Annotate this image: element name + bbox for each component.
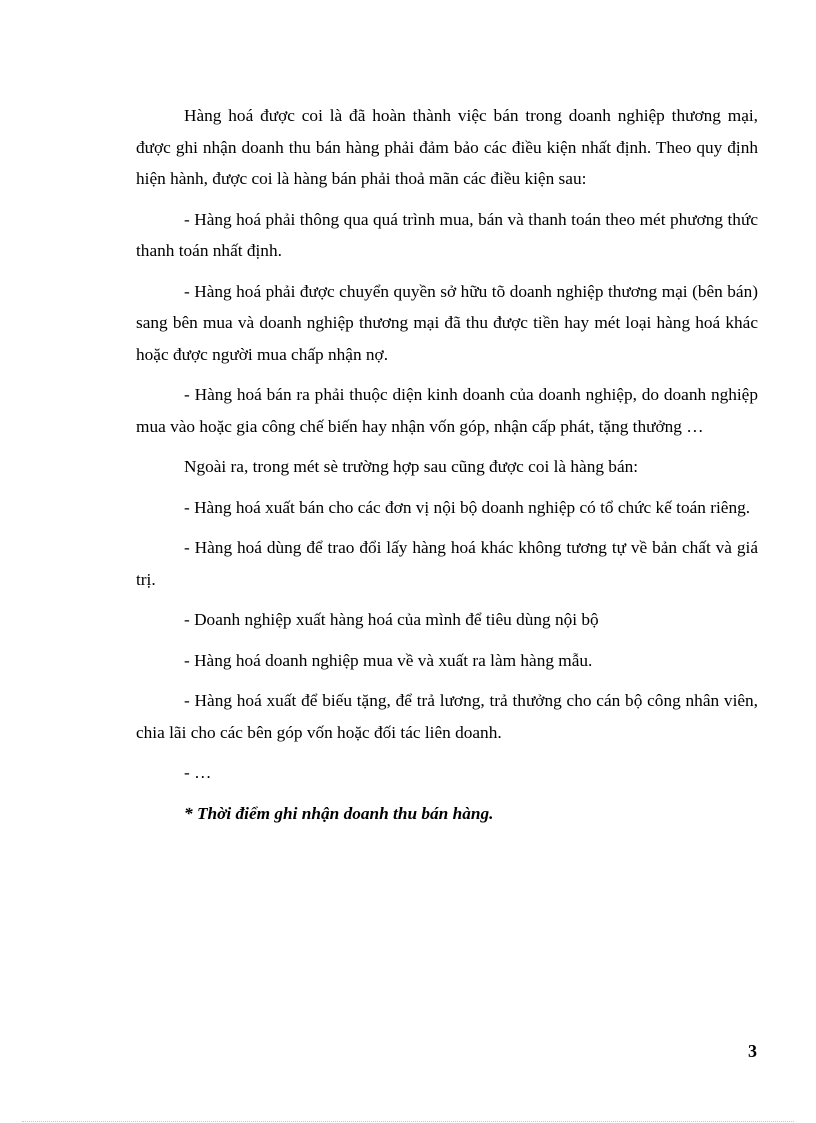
paragraph-case-internal-use: - Doanh nghiệp xuất hàng hoá của mình để tiêu dùng nội bộ	[184, 610, 599, 629]
paragraph-other-cases-intro: Ngoài ra, trong mét sè trường hợp sau cũng được coi là hàng bán:	[184, 457, 639, 476]
paragraph-condition-payment: - Hàng hoá phải thông qua quá trình mua, bán và thanh toán theo mét phương thức thanh toán nhất định.	[136, 209, 758, 260]
document-body	[136, 100, 758, 838]
page-bottom-divider	[22, 1121, 794, 1122]
page-number: 3	[748, 1041, 757, 1061]
paragraph-ellipsis: - …	[184, 763, 212, 782]
paragraph-case-exchange: - Hàng hoá dùng để trao đổi lấy hàng hoá khác không tương tự về bản chất và giá trị.	[136, 538, 758, 589]
paragraph-case-internal-units: - Hàng hoá xuất bán cho các đơn vị nội bộ doanh nghiệp có tổ chức kế toán riêng.	[184, 497, 751, 517]
paragraph-condition-ownership: - Hàng hoá phải được chuyển quyền sở hữu tõ doanh nghiệp thương mại (bên bán) sang bên mua và doanh nghiệp thương mại đã thu được tiền hay mét loại hàng hoá khác hoặc được người mua chấp nhận nợ.	[136, 281, 758, 364]
paragraph-sale-conditions-intro: Hàng hoá được coi là đã hoàn thành việc bán trong doanh nghiệp thương mại, được ghi nhận doanh thu bán hàng phải đảm bảo các điều kiện nhất định. Theo quy định hiện hành, được coi là hàng bán phải thoả mãn các điều kiện sau:	[136, 106, 758, 188]
paragraph-condition-business-scope: - Hàng hoá bán ra phải thuộc diện kinh doanh của doanh nghiệp, do doanh nghiệp mua vào hoặc gia công chế biến hay nhận vốn góp, nhận cấp phát, tặng thưởng …	[136, 385, 758, 436]
paragraph-case-gifts-wages: - Hàng hoá xuất để biếu tặng, để trả lương, trả thưởng cho cán bộ công nhân viên, chia lãi cho các bên góp vốn hoặc đối tác liên doanh.	[136, 691, 758, 742]
paragraph-case-samples: - Hàng hoá doanh nghiệp mua về và xuất ra làm hàng mẫu.	[184, 650, 593, 670]
section-heading: * Thời điểm ghi nhận doanh thu bán hàng.	[184, 803, 494, 823]
